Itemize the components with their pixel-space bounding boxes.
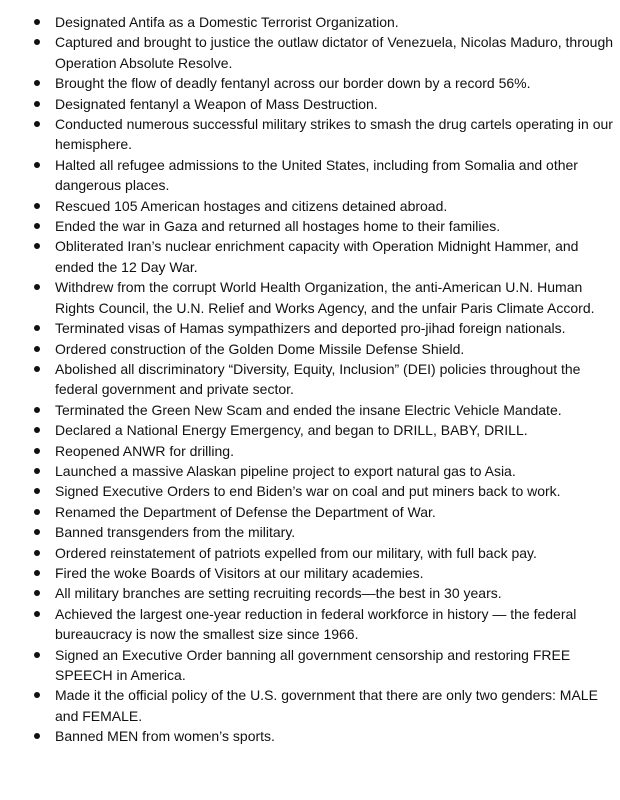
- list-item-text: Obliterated Iran’s nuclear enrichment capacity with Operation Midnight Hammer, and ended the 12 Day War.: [55, 238, 579, 275]
- list-item: [30, 441, 616, 461]
- bullet-icon: [34, 325, 40, 331]
- list-item-text: Ordered construction of the Golden Dome Missile Defense Shield.: [55, 340, 465, 357]
- list-item: [30, 318, 616, 338]
- list-item-text: Reopened ANWR for drilling.: [55, 442, 234, 459]
- list-item: [30, 216, 616, 236]
- list-item-text: Banned MEN from women’s sports.: [55, 728, 275, 745]
- list-item: [30, 685, 616, 726]
- bullet-icon: [34, 407, 40, 413]
- list-item: [30, 522, 616, 542]
- list-item: [30, 12, 616, 32]
- list-item: [30, 114, 616, 155]
- list-item-text: Conducted numerous successful military strikes to smash the drug cartels operating in our hemisphere.: [55, 116, 613, 153]
- bullet-icon: [34, 39, 40, 45]
- bullet-icon: [34, 243, 40, 249]
- bullet-icon: [34, 733, 40, 739]
- list-item: [30, 481, 616, 501]
- bullet-icon: [34, 203, 40, 209]
- list-item-text: Terminated the Green New Scam and ended the insane Electric Vehicle Mandate.: [55, 401, 562, 418]
- list-item-text: Designated fentanyl a Weapon of Mass Destruction.: [55, 95, 378, 112]
- list-item-text: Declared a National Energy Emergency, and began to DRILL, BABY, DRILL.: [55, 422, 528, 439]
- bullet-icon: [34, 590, 40, 596]
- list-item-text: Captured and brought to justice the outlaw dictator of Venezuela, Nicolas Maduro, through Operation Absolute Resolve.: [55, 34, 614, 71]
- bullet-icon: [34, 509, 40, 515]
- list-item-text: Designated Antifa as a Domestic Terrorist Organization.: [55, 14, 399, 30]
- list-item-text: All military branches are setting recruiting records—the best in 30 years.: [55, 585, 502, 602]
- bullet-icon: [34, 427, 40, 433]
- bullet-icon: [34, 448, 40, 454]
- bullet-icon: [34, 223, 40, 229]
- bullet-icon: [34, 366, 40, 372]
- list-item: [30, 236, 616, 277]
- list-item: [30, 645, 616, 686]
- bullet-icon: [34, 101, 40, 107]
- list-item-text: Launched a massive Alaskan pipeline project to export natural gas to Asia.: [55, 462, 516, 479]
- list-item-text: Halted all refugee admissions to the United States, including from Somalia and other dangerous places.: [55, 156, 578, 194]
- list-item-text: Ordered reinstatement of patriots expelled from our military, with full back pay.: [55, 544, 537, 561]
- list-item-text: Renamed the Department of Defense the Department of War.: [55, 503, 436, 520]
- list-item: [30, 420, 616, 440]
- list-item-text: Signed an Executive Order banning all government censorship and restoring FREE SPEECH in America.: [55, 646, 571, 683]
- bullet-icon: [34, 468, 40, 474]
- list-item: [30, 563, 616, 583]
- list-item: [30, 543, 616, 563]
- bullet-icon: [34, 346, 40, 352]
- list-item-text: Fired the woke Boards of Visitors at our military academies.: [55, 564, 424, 581]
- list-item: [30, 400, 616, 420]
- list-item-text: Brought the flow of deadly fentanyl across our border down by a record 56%.: [55, 75, 531, 92]
- list-item: [30, 94, 616, 114]
- bullet-icon: [34, 550, 40, 556]
- bullet-icon: [34, 284, 40, 290]
- bullet-icon: [34, 529, 40, 535]
- list-item-text: Banned transgenders from the military.: [55, 524, 296, 541]
- list-item-text: Terminated visas of Hamas sympathizers and deported pro-jihad foreign nationals.: [55, 320, 566, 337]
- list-item-text: Abolished all discriminatory “Diversity, Equity, Inclusion” (DEI) policies throughout the federal government and private sector.: [55, 360, 581, 398]
- bullet-icon: [34, 652, 40, 658]
- bullet-icon: [34, 80, 40, 86]
- bullet-icon: [34, 692, 40, 698]
- bullet-icon: [34, 570, 40, 576]
- list-item-text: Signed Executive Orders to end Biden’s war on coal and put miners back to work.: [55, 483, 561, 500]
- list-item: [30, 155, 616, 196]
- list-item: [30, 461, 616, 481]
- list-item-text: Rescued 105 American hostages and citizens detained abroad.: [55, 197, 448, 214]
- list-item-text: Ended the war in Gaza and returned all hostages home to their families.: [55, 218, 501, 235]
- list-item-text: Achieved the largest one-year reduction in federal workforce in history — the federal bureaucracy is now the smallest size since 1966.: [55, 605, 577, 643]
- bullet-icon: [34, 611, 40, 617]
- list-item: [30, 32, 616, 73]
- list-item: [30, 726, 616, 746]
- bullet-icon: [34, 19, 40, 25]
- list-item: [30, 502, 616, 522]
- list-item: [30, 196, 616, 216]
- list-item: [30, 583, 616, 603]
- list-item: [30, 604, 616, 645]
- list-item: [30, 359, 616, 400]
- list-item: [30, 277, 616, 318]
- list-item: [30, 339, 616, 359]
- accomplishments-list: [30, 12, 616, 747]
- bullet-icon: [34, 488, 40, 494]
- list-item: [30, 73, 616, 93]
- bullet-icon: [34, 162, 40, 168]
- bullet-icon: [34, 121, 40, 127]
- list-item-text: Withdrew from the corrupt World Health Organization, the anti-American U.N. Human Rights Council, the U.N. Relief and Works Agency, and the unfair Paris Climate Accord.: [55, 279, 595, 316]
- list-item-text: Made it the official policy of the U.S. government that there are only two genders: MALE and FEMALE.: [55, 687, 598, 724]
